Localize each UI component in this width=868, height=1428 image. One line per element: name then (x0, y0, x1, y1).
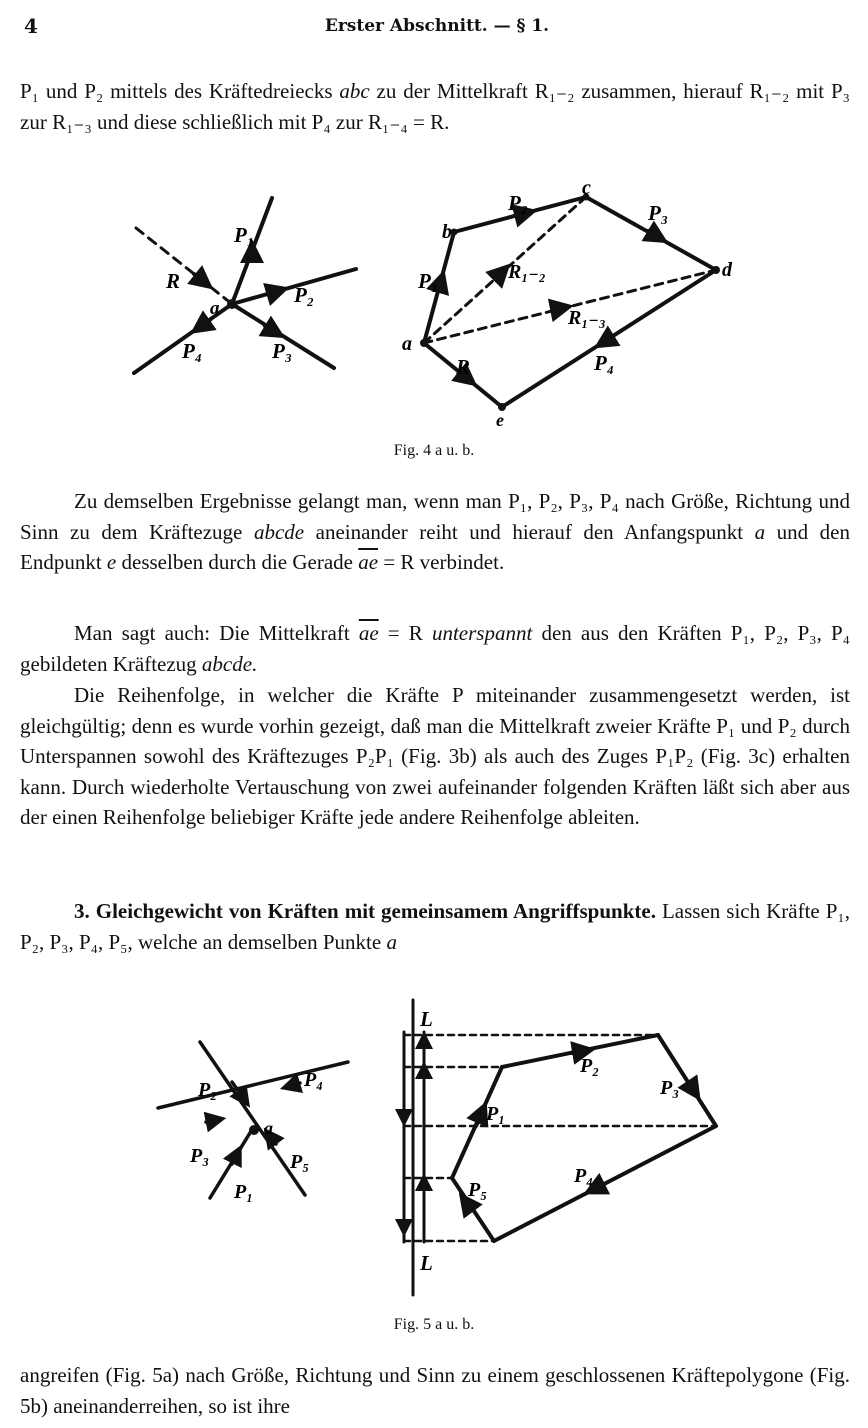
page-header (24, 14, 850, 44)
p1-a: a (754, 519, 766, 544)
p1-text-1: Zu demselben Ergebnisse gelangt man, wenn man P₁, P₂, P₃, P₄ nach Größe, Richtung und Sinn zu dem Kräftezuge (20, 489, 850, 544)
fig4-caption: Fig. 4 a u. b. (393, 442, 475, 459)
fig4b-label-p3: P₃ (648, 201, 669, 225)
fig4b-label-p1: P₁ (418, 269, 439, 293)
running-title: Erster Abschnitt. — § 1. (324, 16, 550, 36)
section-3-heading: 3. Gleichgewicht von Kräften mit gemeinsamem Angriffspunkte. (74, 899, 656, 923)
intro-text-2: zu der Mittelkraft R₁₋₂ zusammen, hierauf R₁₋₂ mit P₃ zur R₁₋₃ und diese schließlich mit P₄ zur R₁₋₄ = R. (20, 79, 850, 134)
fig4b-label-d: d (722, 259, 732, 281)
fig5a-label-p3: P₃ (190, 1145, 210, 1167)
fig5a-label-p1: P₁ (234, 1181, 254, 1203)
fig5b-label-p2: P₂ (580, 1055, 600, 1077)
figure-5 (0, 960, 868, 1300)
fig5-caption: Fig. 5 a u. b. (393, 1316, 475, 1333)
p1-abcde: abcde (253, 519, 305, 544)
figure-4a (0, 177, 868, 450)
p1-text-5: = R verbindet. (378, 550, 505, 575)
fig5a-label-a: a (264, 1118, 273, 1138)
section-3-paragraph (20, 896, 850, 957)
section-3-a: a (386, 929, 397, 954)
section-3-text: Lassen sich Kräfte P₁, P₂, P₃, P₄, P₅, welche an demselben Punkte (20, 899, 850, 954)
fig4b-label-b: b (442, 221, 452, 243)
p2-text-1: Man sagt auch: Die Mittelkraft (74, 621, 359, 645)
p2-abcde: abcde. (201, 651, 258, 676)
fig4a-point-a (227, 299, 237, 309)
fig4a-label-p2: P₂ (294, 283, 315, 307)
p2-text-2: = R (378, 621, 432, 645)
fig4b-label-r: R (456, 355, 471, 379)
p1-e: e (106, 550, 117, 575)
page-number: 4 (24, 14, 38, 38)
fig4b-label-r12: R₁₋₂ (508, 261, 546, 283)
fig4b-label-a: a (402, 333, 412, 355)
fig4a-label-p1: P₁ (234, 223, 255, 247)
fig4b-label-p2: P₂ (508, 191, 529, 215)
p2-text-3: den aus den Kräften P₁, P₂, P₃, P₄ gebildeten Kräftezug (20, 621, 850, 676)
fig5b-label-p4: P₄ (574, 1165, 594, 1187)
fig4b-label-r13: R₁₋₃ (568, 307, 606, 329)
intro-text-1: P₁ und P₂ mittels des Kräftedreiecks (20, 79, 340, 103)
fig5b-label-l-bottom: L (420, 1251, 433, 1275)
p1-ae: $\overline{ae}$ (358, 550, 379, 575)
fig4a-label-p3: P₃ (272, 339, 293, 363)
paragraph-4: angreifen (Fig. 5a) nach Größe, Richtung und Sinn zu einem geschlossenen Kräftepolygone (Fig. 5b) aneinanderreihen, so ist ihre (20, 1363, 850, 1418)
p1-text-3: und den Endpunkt (20, 519, 850, 575)
figure-5b (404, 1000, 716, 1295)
fig4b-label-p4: P₄ (594, 351, 615, 375)
paragraph-1 (20, 486, 850, 578)
intro-paragraph (20, 76, 850, 137)
fig5a-label-p5: P₅ (290, 1151, 310, 1173)
fig5b-label-p5: P₅ (468, 1179, 488, 1201)
fig4b-label-e: e (496, 410, 504, 430)
p1-text-4: desselben durch die Gerade (116, 550, 359, 575)
fig4b-label-c: c (582, 177, 591, 199)
p2-ae: $\overline{ae}$ (358, 621, 379, 645)
fig4a-label-a: a (210, 298, 220, 319)
fig5b-label-p1: P₁ (486, 1103, 506, 1125)
figure-5a (158, 1042, 348, 1198)
fig5b-label-l-top: L (420, 1007, 433, 1031)
intro-abc: abc (339, 79, 370, 103)
fig4a-label-r: R (166, 269, 181, 293)
fig5b-label-p3: P₃ (660, 1077, 680, 1099)
fig4a-line-r (136, 228, 232, 304)
p1-text-2: aneinander reiht und hierauf den Anfangspunkt (304, 519, 755, 544)
fig5a-label-p2: P₂ (198, 1079, 218, 1101)
p2-unterspannt: unterspannt (431, 621, 533, 645)
fig5a-label-p4: P₄ (304, 1069, 324, 1091)
paragraph-2 (20, 618, 850, 679)
paragraph-3: Die Reihenfolge, in welcher die Kräfte P miteinander zusammengesetzt werden, ist gleichgültig; denn es wurde vorhin gezeigt, daß man die Mittelkraft zweier Kräfte P₁ und P₂ durch Unterspannen sowohl des Kräftezuges P₂P₁ (Fig. 3b) als auch des Zuges P₁P₂ (Fig. 3c) erhalten kann. Durch wiederholte Vertauschung von zwei aufeinander folgenden Kräften läßt sich aber aus der einen Reihenfolge beliebiger Kräfte jede andere Reihenfolge ableiten. (20, 683, 850, 830)
fig4a-label-p4: P₄ (182, 339, 203, 363)
